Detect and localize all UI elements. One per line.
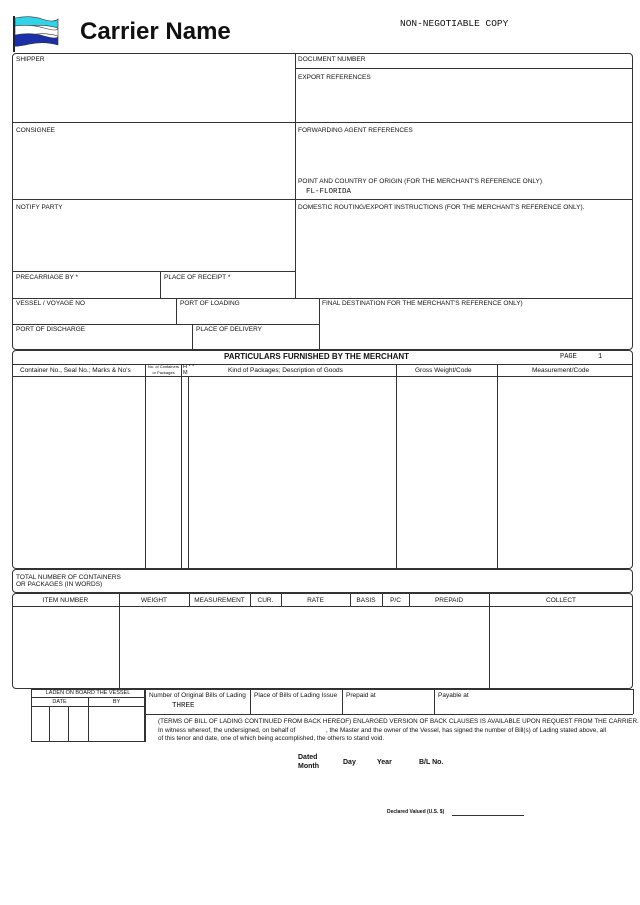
laden-label: LADEN ON BOARD THE VESSEL (45, 690, 131, 696)
payable-at-label: Payable at (438, 692, 469, 699)
terms-line-2a: In witness whereof, the undersigned, on behalf of (158, 727, 296, 734)
rate-header: RATE (307, 597, 324, 604)
particulars-frame (12, 350, 633, 569)
final-destination-label: FINAL DESTINATION FOR THE MERCHANT'S REFERENCE ONLY) (322, 300, 523, 307)
page-number: 1 (598, 353, 603, 361)
pc-header: P/C (390, 597, 401, 604)
currency-header: CUR. (257, 597, 274, 604)
terms-line-1: (TERMS OF BILL OF LADING CONTINUED FROM BACK HEREOF) ENLARGED VERSION OF BACK CLAUSES IS AVAILABLE UPON REQUEST FROM THE CARRIER. (158, 718, 639, 725)
num-containers-header-2: or Packages (152, 370, 175, 375)
year-label: Year (377, 759, 392, 766)
domestic-routing-label: DOMESTIC ROUTING/EXPORT INSTRUCTIONS (FOR THE MERCHANT'S REFERENCE ONLY). (298, 204, 585, 211)
laden-date-label: DATE (52, 699, 67, 705)
bl-number-label: B/L No. (419, 759, 444, 766)
container-column-header: Container No., Seal No.; Marks & No's (20, 367, 131, 374)
copy-type: NON-NEGOTIABLE COPY (400, 18, 509, 29)
place-of-issue-label: Place of Bills of Lading Issue (254, 692, 338, 699)
shipper-label: SHIPPER (16, 56, 45, 63)
hm-header-2: M (183, 370, 188, 376)
month-label: Month (298, 763, 319, 770)
originals-value: THREE (172, 702, 195, 710)
particulars-title: PARTICULARS FURNISHED BY THE MERCHANT (224, 352, 410, 361)
origin-label: POINT AND COUNTRY OF ORIGIN (FOR THE MERCHANT'S REFERENCE ONLY) (298, 178, 543, 185)
vessel-voyage-label: VESSEL / VOYAGE NO (16, 300, 85, 307)
weight-header: WEIGHT (141, 597, 167, 604)
page-label: PAGE (560, 353, 577, 361)
prepaid-at-label: Prepaid at (346, 692, 376, 699)
terms-line-3: of this tenor and date, one of which being accomplished, the others to stand void. (158, 735, 385, 742)
charges-frame (12, 593, 633, 689)
kind-column-header: Kind of Packages; Description of Goods (228, 367, 343, 374)
declared-value-label: Declared Valued (U.S. $) (387, 809, 445, 815)
place-of-receipt-label: PLACE OF RECEIPT * (164, 274, 231, 281)
export-references-label: EXPORT REFERENCES (298, 74, 371, 81)
hm-header-1: H * * (183, 364, 195, 370)
measurement-header: Measurement/Code (532, 367, 590, 374)
place-of-delivery-label: PLACE OF DELIVERY (196, 326, 262, 333)
originals-label: Number of Original Bills of Lading (149, 692, 246, 699)
origin-value: FL-FLORIDA (306, 188, 352, 196)
item-number-header: ITEM NUMBER (42, 597, 89, 604)
consignee-label: CONSIGNEE (16, 127, 56, 134)
notify-party-label: NOTIFY PARTY (16, 204, 63, 211)
laden-by-label: BY (112, 699, 121, 705)
prepaid-header: PREPAID (434, 597, 464, 604)
total-frame (12, 569, 633, 593)
port-of-loading-label: PORT OF LOADING (180, 300, 240, 307)
dated-label: Dated (298, 754, 318, 761)
num-containers-header-1: No. of Containers (147, 364, 180, 369)
terms-line-2b: , the Master and the owner of the Vessel, has signed the number of Bill(s) of Lading stated above, all (326, 727, 607, 734)
document-number-label: DOCUMENT NUMBER (298, 56, 366, 63)
precarriage-label: PRECARRIAGE BY * (16, 274, 79, 281)
total-label-1: TOTAL NUMBER OF CONTAINERS (16, 574, 121, 581)
declared-value-line (452, 815, 524, 816)
day-label: Day (343, 759, 356, 766)
gross-weight-header: Gross Weight/Code (415, 367, 472, 374)
total-label-2: OR PACKAGES (IN WORDS) (16, 581, 103, 588)
forwarding-agent-label: FORWARDING AGENT REFERENCES (298, 127, 413, 134)
measurement-charge-header: MEASUREMENT (194, 597, 245, 604)
basis-header: BASIS (356, 597, 376, 604)
carrier-flag-logo (10, 14, 60, 54)
port-of-discharge-label: PORT OF DISCHARGE (16, 326, 86, 333)
carrier-name: Carrier Name (80, 18, 231, 45)
collect-header: COLLECT (546, 597, 576, 604)
